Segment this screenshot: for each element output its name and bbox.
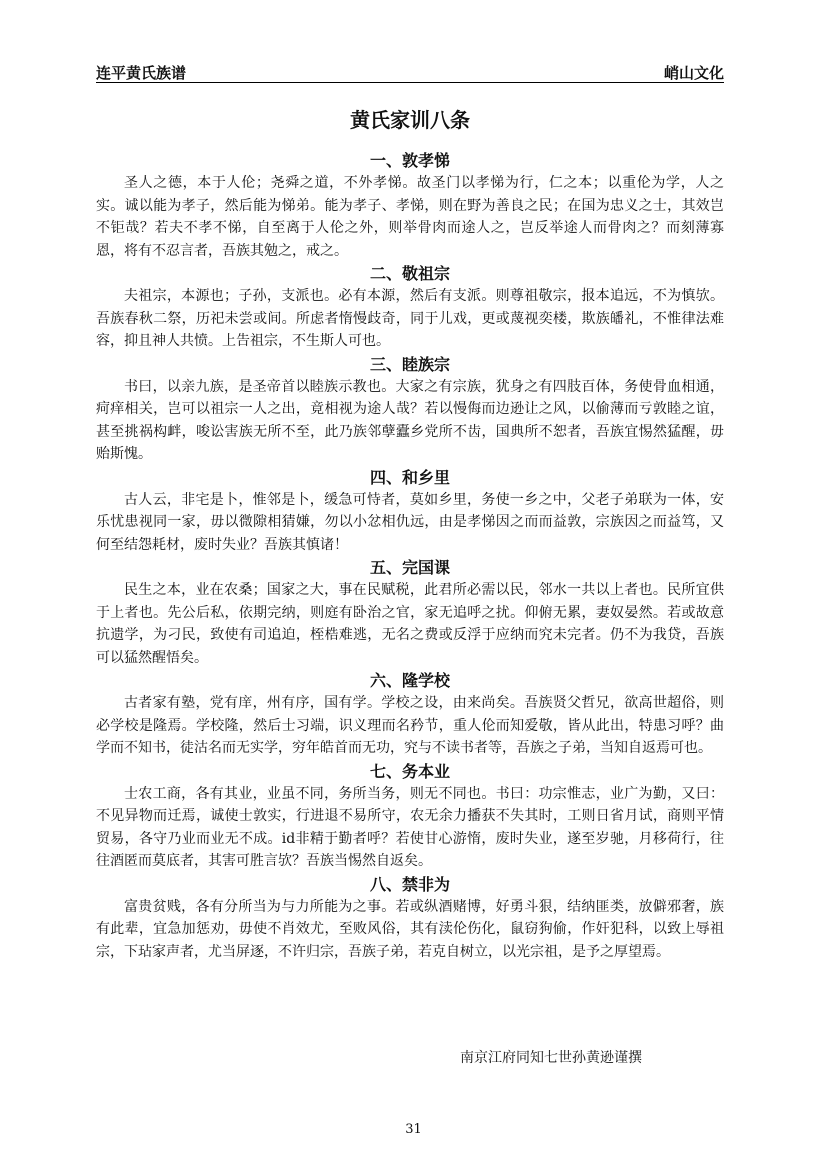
section-title: 六、隆学校	[369, 671, 450, 690]
section-body: 民生之本，业在农桑；国家之大，事在民赋税，此君所必需以民，邻水一共以上者也。民所宜供于上者也。先公后私，依期完纳，则庭有卧治之官，家无追呼之扰。仰俯无累，妻奴晏然。若或故意抗遗学，为刁民，致使有司追迫，桎梏难逃，无名之费或反浮于应纳而究未完者。仍不为我贷，吾族可以猛然醒悟矣。	[96, 582, 724, 666]
section-title: 一、敦孝悌	[369, 151, 450, 170]
family-rules-content	[96, 150, 724, 964]
section-title: 三、睦族宗	[369, 354, 450, 374]
page-header	[96, 60, 724, 83]
section-body: 古人云，非宅是卜，惟邻是卜，缓急可恃者，莫如乡里，务使一乡之中，父老子弟联为一体，安乐忧患视同一家，毋以微隙相猜嫌，勿以小忿相仇远，由是孝悌因之而而益敦，宗族因之而益笃，又何至结怨耗材，废时失业？吾族其慎诸！	[96, 491, 724, 553]
section-body: 富贵贫贱，各有分所当为与力所能为之事。若或纵酒赌博，好勇斗狠，结纳匪类，放僻邪奢，族有此辈，宜急加惩劝，毋使不肖效尤，至败风俗，其有渎伦伤化，鼠窃狗偷，作奸犯科，以致上辱祖宗，下玷家声者，尤当屏逐，不许归宗，吾族子弟，若克自树立，以光宗祖，是予之厚望焉。	[96, 898, 724, 960]
header-book-title: 连平黄氏族谱	[96, 64, 187, 82]
section-title: 二、敬祖宗	[369, 264, 450, 283]
section-body: 夫祖宗，本源也；子孙，支派也。必有本源，然后有支派。则尊祖敬宗，报本追远，不为慎欤。吾族春秋二祭，历祀未尝或间。所虑者惰慢歧奇，同于儿戏，更或蔑视奕楼，欺族皤礼，不惟律法难容，抑且神人共愤。上告祖宗，不生斯人可也。	[96, 288, 724, 349]
header-publisher: 峭山文化	[663, 64, 724, 82]
section-body: 圣人之德，本于人伦；尧舜之道，不外孝悌。故圣门以孝悌为行，仁之本；以重伦为学，人之实。诚以能为孝子，然后能为悌弟。能为孝子、孝悌，则在野为善良之民；在国为忠义之士，其效岂不钜哉？若夫不孝不悌，自至离于人伦之外，则举骨肉而途人之，岂反举途人而骨肉之？而刻薄寡恩，将有不忍言者，吾族其勉之，戒之。	[96, 175, 724, 259]
section-body: 书曰，以亲九族，是圣帝首以睦族示教也。大家之有宗族，犹身之有四肢百体，务使骨血相通，疴痒相关，岂可以祖宗一人之出，竟相视为途人哉？若以慢侮而边逊让之风，以偷薄而亏敦睦之谊，甚至挑祸构衅，唆讼害族无所不至，此乃族邻孽蠹乡党所不齿，国典所不恕者，吾族宜惕然猛醒，毋贻斯愧。	[96, 378, 724, 462]
section-title: 八、禁非为	[369, 874, 450, 894]
author-signature: 南京江府同知七世孙黄逊谨撰	[460, 1050, 642, 1066]
section-title: 七、务本业	[369, 761, 450, 781]
section-body: 士农工商，各有其业，业虽不同，务所当务，则无不同也。书曰：功宗惟志，业广为勤，又曰：不见异物而迁焉，诚使士敦实，行进退不易所守，农无余力播获不失其时，工则日省月试，商则平情贸易，各守乃业而业无不成。id非精于勤者呼？若使甘心游惰，废时失业，遂至岁驰，月移荷行，往往酒匿而莫底者，其害可胜言欤？吾族当惕然自返矣。	[96, 785, 724, 869]
page-number: 31	[405, 1122, 422, 1137]
section-title: 五、完国课	[369, 558, 450, 577]
section-title: 四、和乡里	[369, 467, 450, 487]
document-title: 黄氏家训八条	[350, 108, 470, 132]
section-body: 古者家有塾，党有庠，州有序，国有学。学校之设，由来尚矣。吾族贤父哲兄，欲高世超俗，则必学校是隆焉。学校隆，然后士习端，识义理而名矜节，重人伦而知爱敬，皆从此出，特患习呼？曲学而不知书，徒沽名而无实学，穷年皓首而无功，究与不读书者等，吾族之子弟，当知自返焉可也。	[96, 695, 724, 756]
